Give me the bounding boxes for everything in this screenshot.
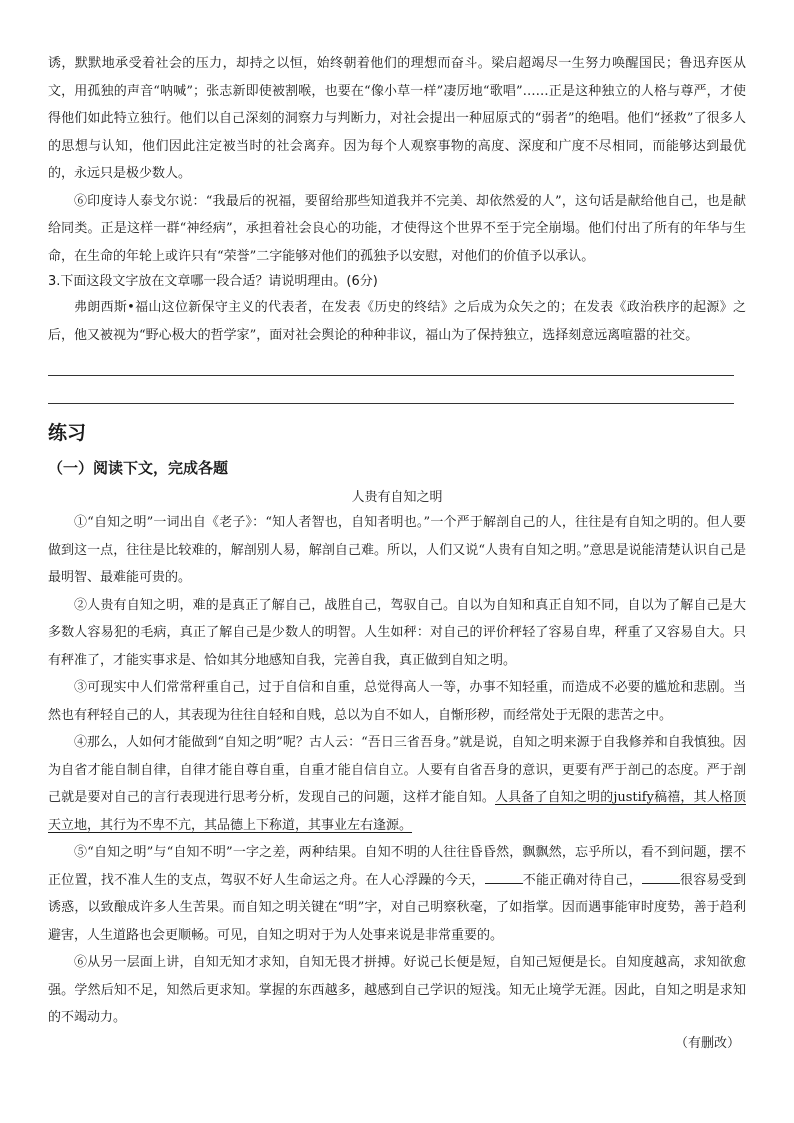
essay-paragraph-4 <box>48 729 746 839</box>
paragraph-4-text: ④那么，人如何才能做到“自知之明”呢？古人云：“吾日三省吾身。”就是说，自知之明来源于自我修养和自我慎独。因为自省才能自制自律，自律才能自尊自重，自重才能自信自立。人要有自省吾身的意识，更要有严于剖己的态度。严于剖己就是要对自己的言行表现进行思考分析，发现自己的问题，这样才能自知。 <box>48 735 746 805</box>
prev-paragraph-6: ⑥印度诗人泰戈尔说：“我最后的祝福，要留给那些知道我并不完美、却依然爱的人”，这句话是献给他自己，也是献给同类。正是这样一群“神经病”，承担着社会良心的功能，才使得这个世界不至于完全崩塌。他们付出了所有的年华与生命，在生命的年轮上或许只有“荣誉”二字能够对他们的孤独予以安慰，对他们的价值予以承认。 <box>48 193 746 264</box>
fill-blank-2[interactable] <box>642 871 680 884</box>
paragraph-5-text-a: ⑤“自知之明”与“自知不明”一字之差，两种结果。自知不明的人往往昏昏然，飘飘然，忘乎所以，看不到问题，摆不正位置，找不准人生的支点，驾驭不好人生命运之舟。在人心浮躁的今天， <box>48 845 746 888</box>
prev-paragraph-continued: 诱，默默地承受着社会的压力，却持之以恒，始终朝着他们的理想而奋斗。梁启超竭尽一生努力唤醒国民；鲁迅弃医从文，用孤独的声音“呐喊”；张志新即使被割喉，也要在“像小草一样”凄厉地“歌唱”……正是这种独立的人格与尊严，才使得他们如此特立独行。他们以自己深刻的洞察力与判断力，对社会提出一种屈原式的“弱者”的绝唱。他们“拯救”了很多人的思想与认知，他们因此注定被当时的社会离弃。因为每个人观察事物的高度、深度和广度不尽相同，而能够达到最优的，永远只是极少数人。 <box>48 56 746 181</box>
underlined-sentence: 人具备了自知之明的justify稿禧，其人格顶天立地，其行为不卑不亢，其品德上下称道，其事业左右逢源。 <box>48 790 746 833</box>
sub-heading: （一）阅读下文，完成各题 <box>48 459 229 477</box>
source-note: （有删改） <box>674 1035 740 1051</box>
fill-blank-1[interactable] <box>485 871 523 884</box>
essay-paragraph-2: ②人贵有自知之明，难的是真正了解自己，战胜自己，驾驭自己。自以为自知和真正自知不同，自以为了解自己是大多数人容易犯的毛病，真正了解自己是少数人的明智。人生如秤：对自己的评价秤轻了容易自卑，秤重了又容易自大。只有秤准了，才能实事求是、恰如其分地感知自我，完善自我，真正做到自知之明。 <box>48 597 746 668</box>
document-page <box>48 50 746 1051</box>
essay-paragraph-1: ①“自知之明”一词出自《老子》：“知人者智也，自知者明也。”一个严于解剖自己的人，往往是有自知之明的。但人要做到这一点，往往是比较难的，解剖别人易，解剖自己难。所以，人们又说“人贵有自知之明。”意思是说能清楚认识自己是最明智、最难能可贵的。 <box>48 515 746 585</box>
paragraph-5-text-c: 很容易受到诱惑，以致酿成许多人生苦果。而自知之明关键在“明”字，对自己明察秋毫，了如指掌。因而遇事能审时度势，善于趋利避害，人生道路也会更顺畅。可见，自知之明对于为人处事来说是非常重要的。 <box>48 872 746 943</box>
question-3-excerpt: 弗朗西斯•福山这位新保守主义的代表者，在发表《历史的终结》之后成为众矢之的；在发表《政治秩序的起源》之后，他又被视为“野心极大的哲学家”，面对社会舆论的种种非议，福山为了保持独立，选择刻意远离喧嚣的社交。 <box>48 300 746 343</box>
essay-title: 人贵有自知之明 <box>351 490 443 505</box>
paragraph-5-text-b: 不能正确对待自己， <box>522 872 642 888</box>
question-3: 3.下面这段文字放在文章哪一段合适？请说明理由。(6分) <box>48 274 378 289</box>
essay-paragraph-5 <box>48 839 746 949</box>
section-heading: 练习 <box>48 422 87 444</box>
essay-paragraph-3: ③可现实中人们常常秤重自己，过于自信和自重，总觉得高人一等，办事不知轻重，而造成不必要的尴尬和悲剧。当然也有秤轻自己的人，其表现为往往自轻和自贱，总以为自不如人，自惭形秽，而经常处于无限的悲苦之中。 <box>48 680 746 723</box>
essay-paragraph-6: ⑥从另一层面上讲，自知无知才求知，自知无畏才拼搏。好说己长便是短，自知己短便是长。自知度越高，求知欲愈强。学然后知不足，知然后更求知。掌握的东西越多，越感到自己学识的短浅。知无止境学无涯。因此，自知之明是求知的不竭动力。 <box>48 955 746 1025</box>
